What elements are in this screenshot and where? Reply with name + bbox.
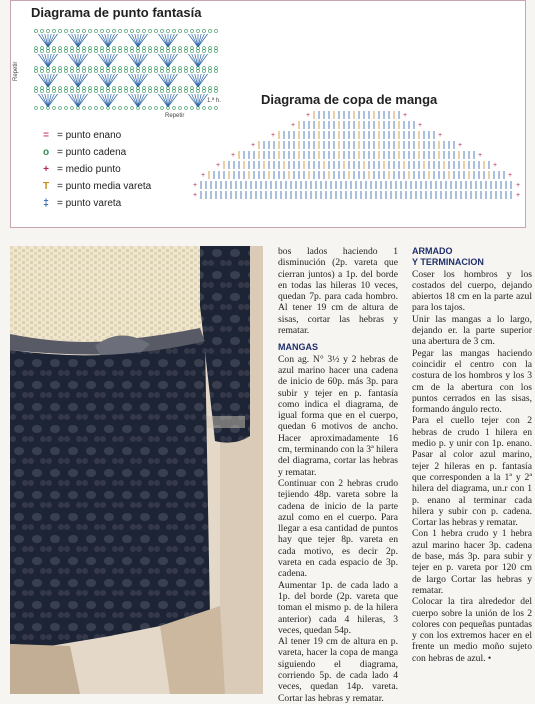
chain-stitch-icon: o bbox=[42, 147, 50, 158]
svg-text:+: + bbox=[516, 192, 521, 199]
svg-text:+: + bbox=[508, 172, 513, 179]
legend-item: + = medio punto bbox=[39, 161, 151, 178]
repeat-label-bottom: Repetir bbox=[165, 113, 185, 119]
sleeve-cap-title: Diagrama de copa de manga bbox=[261, 92, 438, 107]
svg-text:+: + bbox=[291, 122, 296, 129]
paragraph: Continuar con 2 hebras crudo tejiendo 48p. vareta sobre la cadena de inicio de la parte azul como en el cuerpo. Para llegar a esa cantidad de puntos hay que tejer 8p. vareta en cada motivo, es decir 2p. vareta en cada espacio de 3p. cadena. bbox=[278, 477, 398, 580]
paragraph: Aumentar 1p. de cada lado a 1p. del borde (2p. vareta que toman el mismo p. de la hilera anterior) cada 4 hileras, 3 veces, quedan 54p. bbox=[278, 579, 398, 636]
paragraph: Colocar la tira alrededor del cuerpo sobre la unión de los 2 colores con pequeñas puntadas y con los extremos hacer en el frente un medio moño sujeto con hebras de azul. • bbox=[412, 596, 532, 664]
double-crochet-icon: ‡ bbox=[43, 198, 49, 209]
paragraph: Para el cuello tejer con 2 hebras de crudo 1 hilera en medio p. y unir con 1p. enano. Pasar al color azul marino, tejer 2 hileras en p. fantasía que corresponden a la 1ª y 2ª hilera del diagrama, un.r con 1 p. enano al terminar cada hilera y subir con p. cadena. Cortar las hebras y rematar. bbox=[412, 415, 532, 529]
instructions-column-2 bbox=[278, 246, 398, 704]
stitch-pattern-diagram bbox=[33, 27, 221, 111]
svg-text:+: + bbox=[231, 152, 236, 159]
svg-text:+: + bbox=[516, 182, 521, 189]
svg-text:+: + bbox=[193, 192, 198, 199]
sleeve-cap-diagram bbox=[193, 111, 521, 211]
svg-text:+: + bbox=[478, 152, 483, 159]
paragraph: bos lados haciendo 1 disminución (2p. vareta que cierran juntos) a 1p. del borde en todas las hileras 10 veces, quedan 7p. para cada hombro. Al tener 19 cm de altura de sisas, cortar las hebras y rematar. bbox=[278, 246, 398, 337]
stitch-diagram-title: Diagrama de punto fantasía bbox=[31, 5, 202, 20]
section-heading-armado: ARMADO bbox=[412, 246, 453, 256]
legend-item: ‡ = punto vareta bbox=[39, 195, 151, 212]
svg-text:+: + bbox=[251, 142, 256, 149]
paragraph: Coser los hombros y los costados del cuerpo, dejando abiertos 18 cm en la parte azul para los tajos. bbox=[412, 268, 532, 314]
row-label: 1.ª h. bbox=[207, 98, 221, 104]
svg-text:+: + bbox=[193, 182, 198, 189]
section-heading-terminacion: Y TERMINACION bbox=[412, 257, 484, 268]
diagram-panel bbox=[10, 0, 526, 228]
svg-text:+: + bbox=[403, 112, 408, 119]
paragraph: Al tener 19 cm de altura en p. vareta, hacer la copa de manga siguiendo el diagrama, corriendo 5p. de cada lado 4 veces, quedan 14p. vareta. Cortar las hebras y rematar. bbox=[278, 636, 398, 704]
svg-text:+: + bbox=[418, 122, 423, 129]
legend-item: T = punto media vareta bbox=[39, 178, 151, 195]
slip-stitch-icon: = bbox=[43, 130, 49, 141]
paragraph: Unir las mangas a lo largo, dejando er. la parte superior una abertura de 3 cm. bbox=[412, 313, 532, 348]
svg-text:+: + bbox=[458, 142, 463, 149]
symbol-legend bbox=[39, 127, 151, 212]
single-crochet-icon: + bbox=[43, 164, 49, 175]
paragraph: Con 1 hebra crudo y 1 hebra azul marino hacer 3p. cadena de base, más 3p. para subir y tejer en p. vareta por 120 cm de largo Cortar las hebras y rematar. bbox=[412, 528, 532, 596]
svg-text:+: + bbox=[306, 112, 311, 119]
section-heading-mangas: MANGAS bbox=[278, 342, 318, 353]
repeat-label-left: Repetir bbox=[13, 61, 19, 81]
half-double-icon: T bbox=[42, 181, 50, 192]
svg-text:+: + bbox=[271, 132, 276, 139]
paragraph: Con ag. N° 3½ y 2 hebras de azul marino hacer una cadena de inicio de 60p. más 3p. para subir y tejer en p. fantasía como indica el diagrama, de igual forma que en el cuerpo, quedan 6 motivos de ancho. Hacer aproximadamente 16 cm, terminando con la 3ª hilera del diagrama, cortar las hebras y rematar. bbox=[278, 353, 398, 478]
legend-item: o = punto cadena bbox=[39, 144, 151, 161]
garment-photo bbox=[10, 246, 263, 694]
instructions-column-3 bbox=[412, 246, 532, 664]
legend-item: = = punto enano bbox=[39, 127, 151, 144]
svg-text:+: + bbox=[438, 132, 443, 139]
svg-text:+: + bbox=[201, 172, 206, 179]
svg-text:+: + bbox=[216, 162, 221, 169]
paragraph: Pegar las mangas haciendo coincidir el centro con la costura de los hombros y los 3 cm de la abertura con los puntos cerrados en las sisas, formando ángulo recto. bbox=[412, 347, 532, 416]
svg-text:+: + bbox=[493, 162, 498, 169]
garment-illustration bbox=[10, 246, 263, 694]
